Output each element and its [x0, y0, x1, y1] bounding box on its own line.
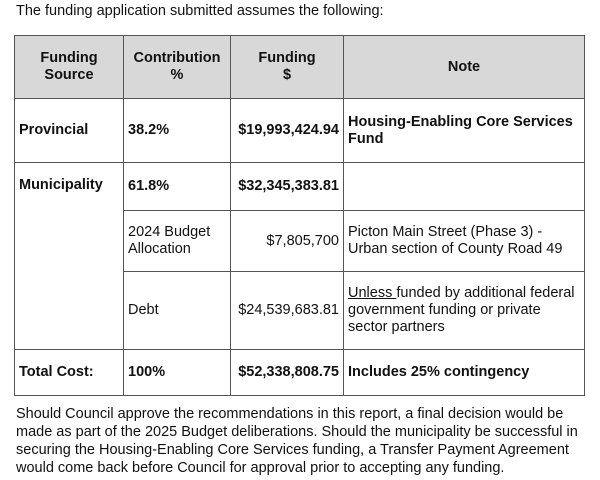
cell-source: Provincial — [15, 99, 124, 163]
cell-contribution: 100% — [124, 350, 231, 396]
cell-note: Picton Main Street (Phase 3) - Urban section of County Road 49 — [344, 211, 585, 272]
cell-contribution: 61.8% — [124, 163, 231, 211]
cell-funding: $32,345,383.81 — [231, 163, 344, 211]
cell-funding: $24,539,683.81 — [231, 272, 344, 350]
cell-source-empty — [15, 272, 124, 350]
cell-funding: $7,805,700 — [231, 211, 344, 272]
cell-source: Municipality — [15, 163, 124, 211]
cell-funding: $19,993,424.94 — [231, 99, 344, 163]
header-contribution-line2: % — [170, 67, 184, 83]
cell-contribution: 38.2% — [124, 99, 231, 163]
table-row-debt — [15, 272, 585, 350]
cell-label: 2024 Budget Allocation — [124, 211, 231, 272]
table-row-budget-allocation — [15, 211, 585, 272]
header-funding-source — [15, 36, 124, 99]
header-funding-line1: Funding — [258, 50, 316, 66]
header-note: Note — [344, 36, 585, 99]
table-row-municipality — [15, 163, 585, 211]
cell-source: Total Cost: — [15, 350, 124, 396]
cell-note — [344, 272, 585, 350]
cell-note: Includes 25% contingency — [344, 350, 585, 396]
intro-text: The funding application submitted assumes the following: — [16, 3, 384, 19]
body-paragraph: Should Council approve the recommendations in this report, a final decision would be made as part of the 2025 Budget deliberations. Should the municipality be successful in securing the Housing-Enabling Core Services funding, a Transfer Payment Agreement would come back before Council for approval prior to accepting any funding. — [16, 406, 578, 476]
cell-source-empty — [15, 211, 124, 272]
header-funding-line2: $ — [282, 67, 292, 83]
header-contribution — [124, 36, 231, 99]
header-source-line2: Source — [44, 67, 94, 83]
note-rest: funded by additional federal government funding or private sector partners — [348, 285, 575, 335]
table-header-row — [15, 36, 585, 99]
cell-funding: $52,338,808.75 — [231, 350, 344, 396]
table-row-total — [15, 350, 585, 396]
note-underlined: Unless — [348, 285, 397, 301]
header-funding — [231, 36, 344, 99]
header-source-line1: Funding — [40, 50, 98, 66]
table-row-provincial — [15, 99, 585, 163]
cell-note — [344, 163, 585, 211]
cell-label: Debt — [124, 272, 231, 350]
funding-table — [14, 35, 585, 396]
cell-note: Housing-Enabling Core Services Fund — [344, 99, 585, 163]
header-contribution-line1: Contribution — [133, 50, 221, 66]
